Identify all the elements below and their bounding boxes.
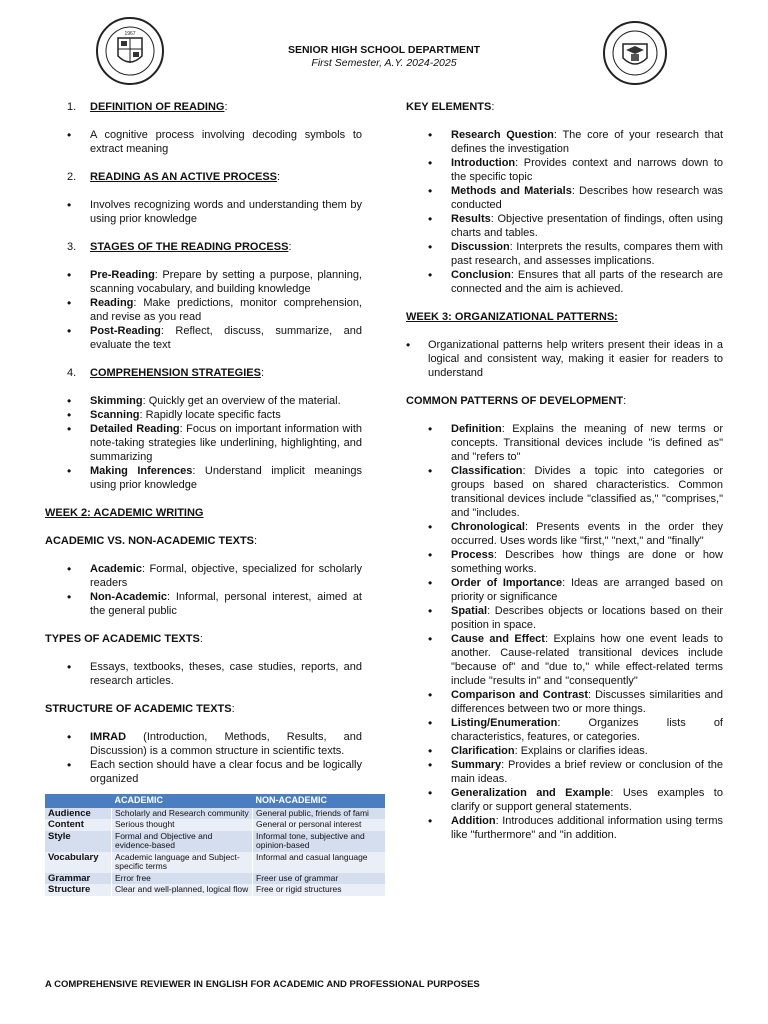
list-item: • Non-Academic: Informal, personal interest, aimed at the general public	[45, 590, 362, 618]
week3-list	[406, 338, 723, 380]
types-list	[45, 660, 362, 688]
list-item: • Skimming: Quickly get an overview of the material.	[45, 394, 362, 408]
list-item: • Conclusion: Ensures that all parts of the research are connected and the aim is achieved.	[406, 268, 723, 296]
key-elements-heading: KEY ELEMENTS:	[406, 101, 495, 113]
list-item: • Cause and Effect: Explains how one event leads to another. Cause-related transitional devices include "because of" and "due to," while effect-related terms include "results in" and "consequently"	[406, 632, 723, 688]
structure-heading: STRUCTURE OF ACADEMIC TEXTS:	[45, 703, 235, 715]
list-item: • IMRAD (Introduction, Methods, Results, and Discussion) is a common structure in scientific texts.	[45, 730, 362, 758]
list-item: • Addition: Introduces additional information using terms like "furthermore" and "in addition.	[406, 814, 723, 842]
list-item: • Definition: Explains the meaning of new terms or concepts. Transitional devices include "is defined as" and "refers to"	[406, 422, 723, 464]
table-header-row	[45, 794, 385, 808]
table-header: NON-ACADEMIC	[253, 794, 385, 808]
definition-list	[45, 128, 362, 156]
list-item: • Chronological: Presents events in the order they occurred. Uses words like "first," "next," and "finally"	[406, 520, 723, 548]
comparison-table	[45, 794, 385, 896]
list-item: • Introduction: Provides context and narrows down to the specific topic	[406, 156, 723, 184]
list-item: • Results: Objective presentation of findings, often using charts and tables.	[406, 212, 723, 240]
types-heading: TYPES OF ACADEMIC TEXTS:	[45, 633, 203, 645]
list-item: • Research Question: The core of your research that defines the investigation	[406, 128, 723, 156]
table-row: Structure Clear and well-planned, logical flow Free or rigid structures	[45, 884, 385, 896]
semester-subtitle: First Semester, A.Y. 2024-2025	[311, 57, 457, 69]
list-item: • Pre-Reading: Prepare by setting a purpose, planning, scanning vocabulary, and building knowledge	[45, 268, 362, 296]
table-row: Vocabulary Academic language and Subject-specific terms Informal and casual language	[45, 852, 385, 873]
list-item: • Essays, textbooks, theses, case studies, reports, and research articles.	[45, 660, 362, 688]
list-item: • Detailed Reading: Focus on important information with note-taking strategies like underlining, highlighting, and summarizing	[45, 422, 362, 464]
list-item: • Listing/Enumeration: Organizes lists of characteristics, features, or categories.	[406, 716, 723, 744]
svg-text:1967: 1967	[124, 31, 136, 37]
list-item: • Reading: Make predictions, monitor comprehension, and revise as you read	[45, 296, 362, 324]
document-footer: A COMPREHENSIVE REVIEWER IN ENGLISH FOR ACADEMIC AND PROFESSIONAL PURPOSES	[45, 979, 480, 990]
department-title: SENIOR HIGH SCHOOL DEPARTMENT	[287, 44, 481, 56]
common-patterns-heading: COMMON PATTERNS OF DEVELOPMENT:	[406, 395, 627, 407]
acad-vs-heading: ACADEMIC VS. NON-ACADEMIC TEXTS:	[45, 535, 258, 547]
list-item: • Order of Importance: Ideas are arranged based on priority or significance	[406, 576, 723, 604]
list-item: • Clarification: Explains or clarifies ideas.	[406, 744, 723, 758]
stages-list	[45, 268, 362, 352]
list-item: • Process: Describes how things are done or how something works.	[406, 548, 723, 576]
section-heading: 2. READING AS AN ACTIVE PROCESS:	[67, 171, 281, 183]
section-heading: 3. STAGES OF THE READING PROCESS:	[67, 241, 292, 253]
table-header: ACADEMIC	[112, 794, 253, 808]
key-elements-list	[406, 128, 723, 296]
list-item: • Methods and Materials: Describes how research was conducted	[406, 184, 723, 212]
list-item: • Post-Reading: Reflect, discuss, summarize, and evaluate the text	[45, 324, 362, 352]
list-item: • Organizational patterns help writers present their ideas in a logical and consistent way, making it easier for readers to understand	[406, 338, 723, 380]
list-item: • Making Inferences: Understand implicit meanings using prior knowledge	[45, 464, 362, 492]
list-item: • Involves recognizing words and understanding them by using prior knowledge	[45, 198, 362, 226]
common-patterns-list	[406, 422, 723, 842]
list-item: • Summary: Provides a brief review or conclusion of the main ideas.	[406, 758, 723, 786]
table-row: Content Serious thought General or personal interest	[45, 819, 385, 831]
table-header	[45, 794, 112, 808]
section-heading: 4. COMPREHENSION STRATEGIES:	[67, 367, 264, 379]
section-heading: 1. DEFINITION OF READING:	[67, 101, 228, 113]
document-header	[0, 44, 768, 70]
acad-vs-list	[45, 562, 362, 618]
list-item: • Each section should have a clear focus and be logically organized	[45, 758, 362, 786]
right-column	[406, 94, 723, 856]
list-item: • Academic: Formal, objective, specialized for scholarly readers	[45, 562, 362, 590]
list-item: • Spatial: Describes objects or locations based on their position in space.	[406, 604, 723, 632]
list-item: • Classification: Divides a topic into categories or groups based on shared characteristics. Common transitional devices include "classified as," "comprises," and "includes.	[406, 464, 723, 520]
list-item: • Comparison and Contrast: Discusses similarities and differences between two or more things.	[406, 688, 723, 716]
table-row: Style Formal and Objective and evidence-based Informal tone, subjective and opinion-based	[45, 831, 385, 852]
list-item: • A cognitive process involving decoding symbols to extract meaning	[45, 128, 362, 156]
week2-heading: WEEK 2: ACADEMIC WRITING	[45, 507, 204, 519]
week3-heading: WEEK 3: ORGANIZATIONAL PATTERNS:	[406, 311, 618, 323]
structure-list	[45, 730, 362, 786]
list-item: • Generalization and Example: Uses examples to clarify or support general statements.	[406, 786, 723, 814]
table-row: Audience Scholarly and Research community General public, friends of fami	[45, 808, 385, 820]
table-row: Grammar Error free Freer use of grammar	[45, 873, 385, 885]
active-process-list	[45, 198, 362, 226]
left-column	[45, 94, 369, 896]
list-item: • Scanning: Rapidly locate specific facts	[45, 408, 362, 422]
strategies-list	[45, 394, 362, 492]
list-item: • Discussion: Interprets the results, compares them with past research, and assesses implications.	[406, 240, 723, 268]
